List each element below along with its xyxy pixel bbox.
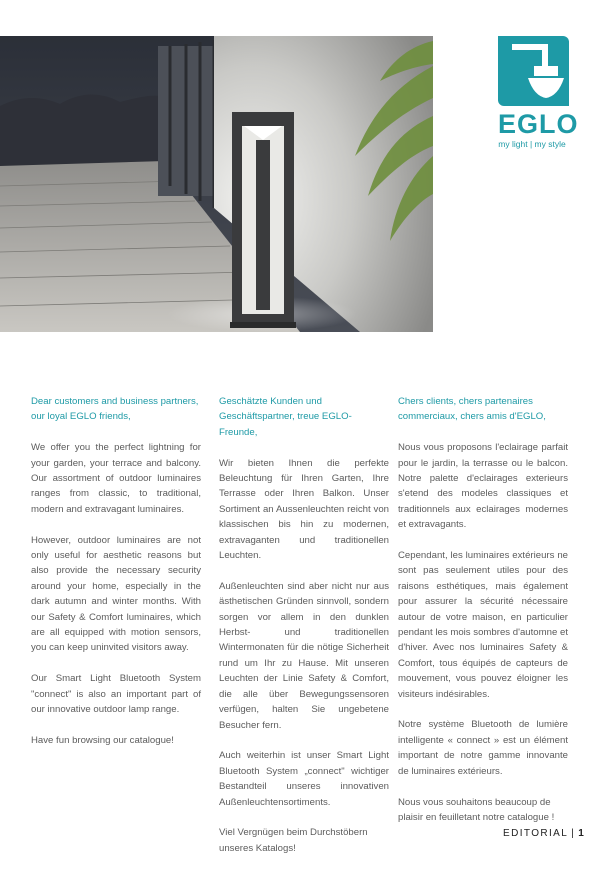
hero-photo <box>0 36 433 332</box>
greeting: Dear customers and business partners, our loyal EGLO friends, <box>31 396 199 423</box>
eglo-logo <box>498 36 579 149</box>
paragraph: Wir bieten Ihnen die perfekte Beleuchtung für Ihren Garten, Ihre Terrasse oder Ihren Balkon. Unser Sortiment an Aussenleuchten reicht von klassischen bis hin zu modernen, extravaganten und traditionellen Leuchten. <box>219 457 389 562</box>
page-number: 1 <box>578 828 584 839</box>
lamp-scene-illustration <box>0 36 433 332</box>
editorial-column-german <box>219 394 389 872</box>
editorial-column-english <box>31 394 201 764</box>
footer-separator: | <box>571 828 576 839</box>
editorial-column-french <box>398 394 568 841</box>
paragraph: Our Smart Light Bluetooth System "connect" is also an important part of our innovative outdoor lamp range. <box>31 673 201 716</box>
paragraph: However, outdoor luminaires are not only useful for aesthetic reasons but also provide the necessary security around your home, especially in the dark autumn and winter months. With our Safety & Comfort luminaires, which are all equipped with motion sensors, you can keep uninvited visitors away. <box>31 534 201 654</box>
lamp-mark-icon <box>498 36 569 106</box>
brand-name: EGLO <box>498 109 579 139</box>
logo-mark <box>498 36 569 106</box>
closing: Have fun browsing our catalogue! <box>31 734 174 746</box>
greeting: Geschätzte Kunden und Geschäftspartner, treue EGLO-Freunde, <box>219 396 352 438</box>
section-label: EDITORIAL <box>503 828 569 839</box>
paragraph: Cependant, les luminaires extérieurs ne sont pas seulement utiles pour des raisons esthétiques, mais également pour assurer la sécurité nécessaire autour de votre maison, en particulier pendant les mois sombres d'automne et d'hiver. Avec nos luminaires Safety & Comfort, tous équipés de capteurs de mouvement, vous pouvez éloigner les visiteurs indésirables. <box>398 550 568 700</box>
page-footer <box>503 828 584 839</box>
bollard-lamp <box>230 112 296 328</box>
paragraph: Nous vous proposons l'eclairage parfait pour le jardin, la terrasse ou le balcon. Notre palette d'eclairages exterieurs s'etend des modeles classiques et traditionnels aux eclairages modernes et extravagants. <box>398 442 568 531</box>
brand-tagline: my light | my style <box>498 139 566 149</box>
closing: Nous vous souhaitons beaucoup de plaisir en feuilletant notre catalogue ! <box>398 796 555 823</box>
paragraph: Notre système Bluetooth de lumière intelligente « connect » est un élément important de notre gamme innovante de luminaires extérieurs. <box>398 719 568 777</box>
paragraph: Auch weiterhin ist unser Smart Light Bluetooth System „connect" wichtiger Bestandteil unseres innovativen Außenleuchtensortiments. <box>219 750 389 808</box>
closing: Viel Vergnügen beim Durchstöbern unseres Katalogs! <box>219 827 368 854</box>
treeline <box>0 94 160 171</box>
paragraph: We offer you the perfect lightning for your garden, your terrace and balcony. Our assortment of outdoor luminaires ranges from classic, to traditional, modern and extravagant luminaires. <box>31 442 201 515</box>
greeting: Chers clients, chers partenaires commerciaux, chers amis d'EGLO, <box>398 396 546 423</box>
paragraph: Außenleuchten sind aber nicht nur aus ästhetischen Gründen sinnvoll, sondern sorgen vor allem in den dunklen Herbst- und traditionellen Wintermonaten für die nötige Sicherheit rund um Ihr zu Hause. Mit unseren Leuchten der Linie Safety & Comfort, die alle über Bewegungssensoren verfügen, halten Sie ungebetene Besucher fern. <box>219 580 389 731</box>
